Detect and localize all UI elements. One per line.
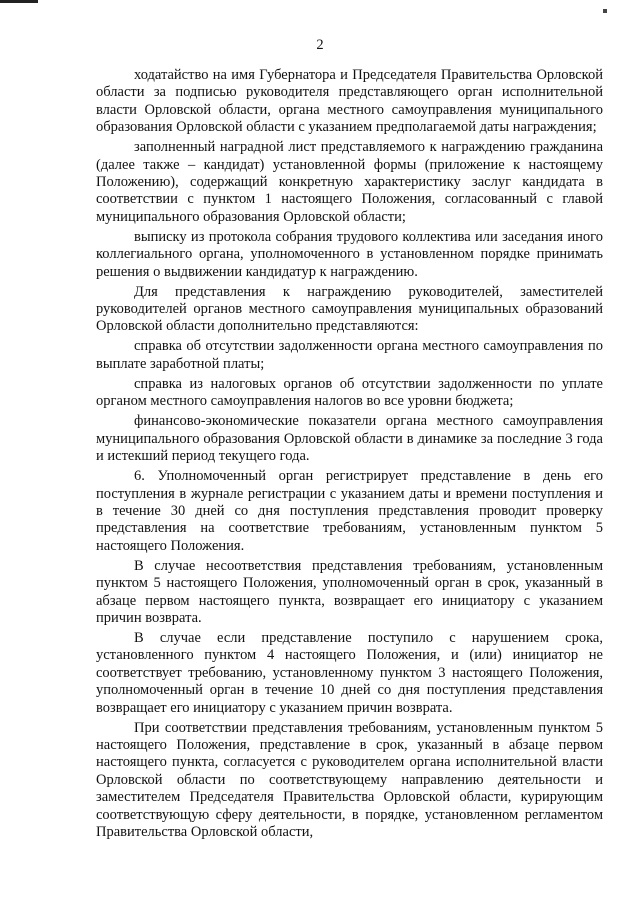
paragraph-approval-procedure: При соответствии представления требованиям, установленным пунктом 5 настоящего Положения, представление в срок, указанный в абзаце первом настоящего пункта, согласуется с руководителем органа исполнительной власти Орловской области по соответствующему направлению деятельности и заместителем Председателя Правительства Орловской области, курирующим соответствующую сферу деятельности, в порядке, установленном регламентом Правительства Орловской области, [96,719,603,840]
paragraph-nonconformity-return: В случае несоответствия представления требованиям, установленным пунктом 5 настоящего Положения, уполномоченный орган в срок, указанный в абзаце первом настоящего пункта, возвращает его инициатору с указанием причин возврата. [96,557,603,626]
scan-corner-mark [0,0,38,3]
scan-dot-mark [603,9,607,13]
paragraph-petition: ходатайство на имя Губернатора и Председателя Правительства Орловской области за подписью руководителя представляющего орган исполнительной власти Орловской области, органа местного самоуправления муниципального образования Орловской области с указанием предполагаемой даты награждения; [96,67,603,136]
paragraph-deadline-violation: В случае если представление поступило с нарушением срока, установленного пунктом 4 настоящего Положения, и (или) инициатор не соответствует требованию, установленному пунктом 3 настоящего Положения, уполномоченный орган в течение 10 дней со дня поступления представления возвращает его инициатору с указанием причин возврата. [96,629,603,716]
paragraph-financial-indicators: финансово-экономические показатели органа местного самоуправления муниципального образования Орловской области в динамике за последние 3 года и истекший период текущего года. [96,413,603,465]
paragraph-protocol-extract: выписку из протокола собрания трудового коллектива или заседания иного коллегиального органа, уполномоченного в установленном порядке принимать решения о выдвижении кандидатур к награждению. [96,228,603,280]
page-number: 2 [316,37,324,53]
paragraph-item-6-registration: 6. Уполномоченный орган регистрирует представление в день его поступления в журнале регистрации с указанием даты и времени поступления и в течение 30 дней со дня поступления представления проводит проверку представления на соответствие требованиям, установленным пунктом 5 настоящего Положения. [96,468,603,554]
paragraph-award-sheet: заполненный наградной лист представляемого к награждению гражданина (далее также – кандидат) установленной формы (приложение к настоящему Положению), содержащий конкретную характеристику заслуг кандидата в соответствии с пунктом 1 настоящего Положения, согласованный с главой муниципального образования Орловской области; [96,139,603,225]
document-body [96,67,603,844]
paragraph-additional-docs: Для представления к награждению руководителей, заместителей руководителей органов местного самоуправления муниципальных образований Орловской области дополнительно представляются: [96,283,603,335]
paragraph-salary-certificate: справка об отсутствии задолженности органа местного самоуправления по выплате заработной платы; [96,338,603,372]
paragraph-tax-certificate: справка из налоговых органов об отсутствии задолженности по уплате органом местного самоуправления налогов во все уровни бюджета; [96,375,603,410]
